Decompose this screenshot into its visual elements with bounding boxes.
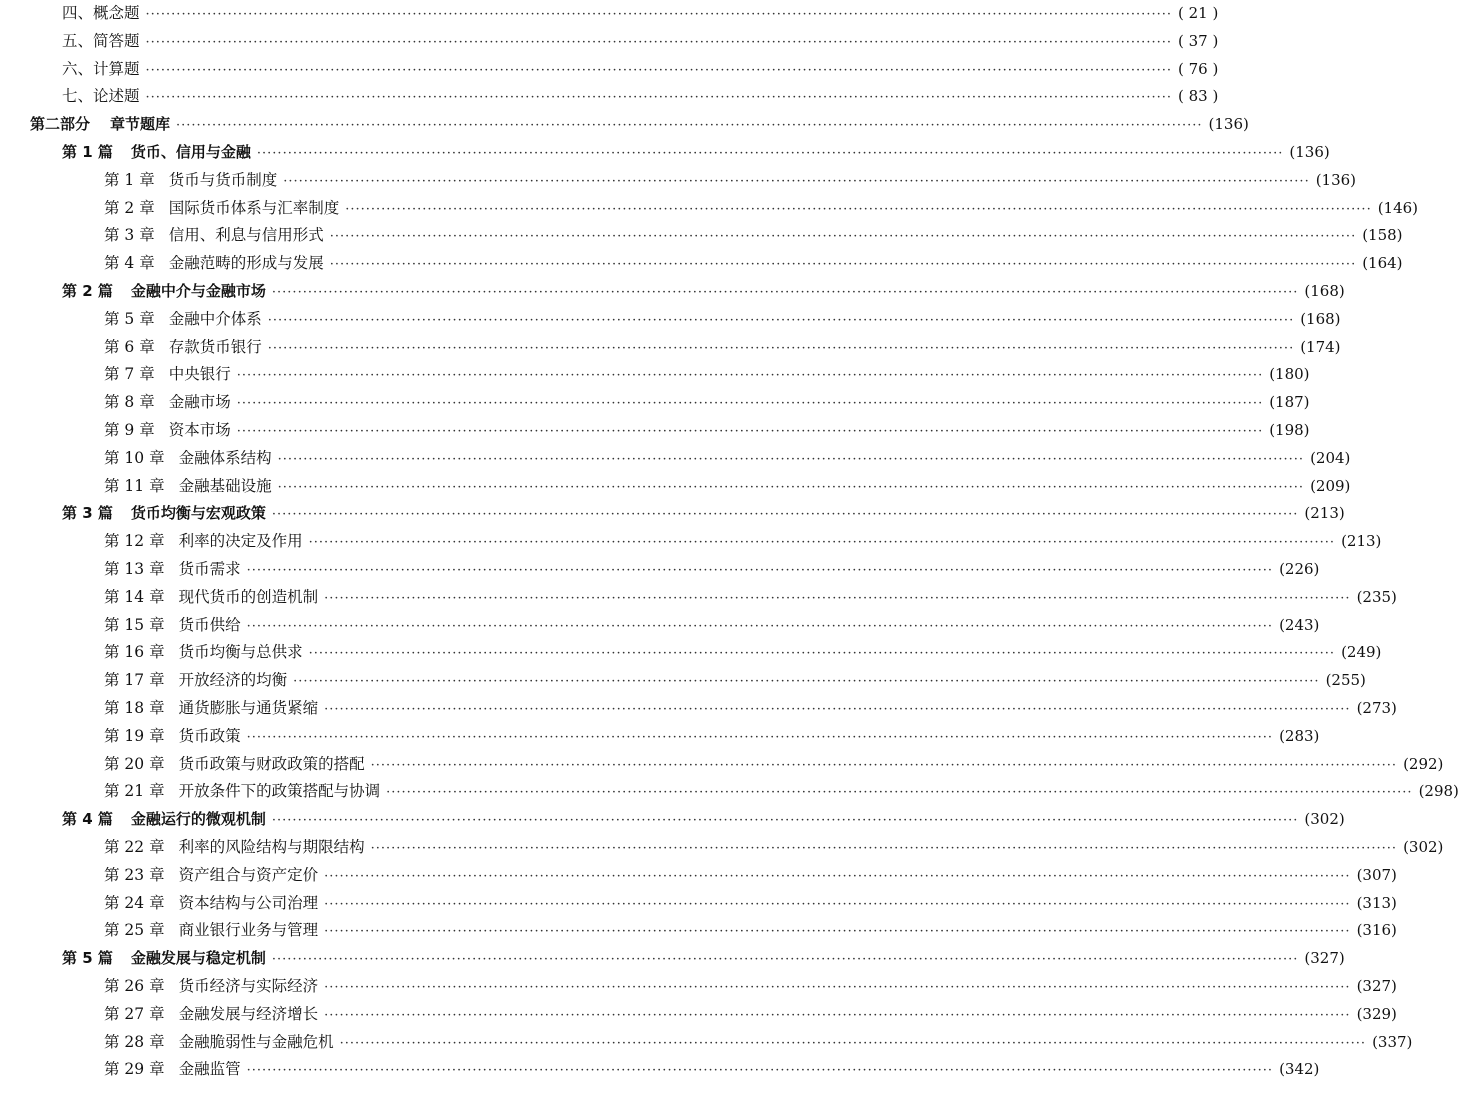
toc-entry-chapter xyxy=(104,917,1397,944)
dot-leader: ········································································································································································································ xyxy=(246,729,1274,745)
toc-entry-label: 第 6 章 xyxy=(104,337,155,356)
dot-leader: ········································································································································································································ xyxy=(236,424,1264,439)
toc-entry-page: (316) xyxy=(1356,921,1397,940)
toc-entry-label: 第 5 章 xyxy=(104,309,155,328)
toc-entry-chapter xyxy=(104,306,1341,333)
dot-leader: ········································································································································································································ xyxy=(324,1007,1351,1023)
toc-entry-label: 第 17 章 xyxy=(104,671,165,690)
dot-leader: ········································································································································································································ xyxy=(283,173,1310,189)
toc-entry-chapter xyxy=(104,723,1320,750)
toc-entry-title: 金融市场 xyxy=(168,393,231,412)
toc-entry-label: 第 1 篇 xyxy=(62,143,113,161)
toc-entry-title: 货币经济与实际经济 xyxy=(178,977,319,995)
toc-entry-chapter xyxy=(104,667,1366,694)
toc-entry-title: 金融范畴的形成与发展 xyxy=(168,254,324,273)
toc-entry-part xyxy=(30,111,1249,138)
toc-entry-page: (313) xyxy=(1356,893,1397,912)
toc-entry-title: 货币政策 xyxy=(178,726,241,745)
dot-leader: ········································································································································································································ xyxy=(236,396,1264,412)
toc-entry-title: 货币政策与财政政策的搭配 xyxy=(178,754,365,773)
toc-entry-chapter xyxy=(104,612,1320,639)
dot-leader: ········································································································································································································ xyxy=(329,229,1357,245)
dot-leader: ········································································································································································································ xyxy=(386,785,1413,801)
dot-leader: ········································································································································································································ xyxy=(277,451,1305,467)
toc-entry-section xyxy=(62,945,1345,972)
dot-leader: ········································································································································································································ xyxy=(329,257,1357,273)
toc-entry-page: ( 37 ) xyxy=(1177,31,1219,50)
toc-entry-label: 第 26 章 xyxy=(104,977,165,995)
toc-entry-title: 金融中介与金融市场 xyxy=(130,282,266,300)
toc-entry-label: 第 8 章 xyxy=(104,393,155,412)
dot-leader: ········································································································································································································ xyxy=(324,868,1351,884)
dot-leader: ········································································································································································································ xyxy=(246,618,1274,634)
toc-entry-page: (174) xyxy=(1300,337,1341,356)
toc-entry-page: (329) xyxy=(1356,1004,1397,1023)
toc-entry-chapter xyxy=(104,556,1320,583)
toc-entry-label: 第 10 章 xyxy=(104,448,165,467)
dot-leader: ········································································································································································································ xyxy=(324,896,1351,912)
toc-entry-title: 货币与货币制度 xyxy=(168,170,278,189)
toc-entry-page: (213) xyxy=(1341,532,1382,551)
dot-leader: ········································································································································································································ xyxy=(271,952,1299,968)
toc-entry-page: (187) xyxy=(1269,393,1310,412)
toc-entry-title: 金融中介体系 xyxy=(168,309,262,328)
toc-entry-page: (204) xyxy=(1310,448,1351,467)
dot-leader: ········································································································································································································ xyxy=(370,757,1398,773)
toc-entry-title: 货币需求 xyxy=(178,560,241,578)
toc-entry-page: (298) xyxy=(1418,782,1459,801)
toc-entry-page: (327) xyxy=(1304,949,1345,968)
toc-entry-section xyxy=(62,139,1330,166)
toc-entry-chapter xyxy=(104,778,1459,805)
dot-leader: ········································································································································································································ xyxy=(271,813,1299,829)
dot-leader: ········································································································································································································ xyxy=(267,312,1295,328)
toc-entry-title: 金融脆弱性与金融危机 xyxy=(178,1032,334,1051)
toc-entry-page: (136) xyxy=(1208,115,1249,134)
toc-entry-label: 第 19 章 xyxy=(104,726,165,745)
toc-entry-title: 金融发展与经济增长 xyxy=(178,1004,319,1023)
toc-entry-page: (337) xyxy=(1372,1032,1413,1051)
toc-entry-page: (342) xyxy=(1279,1060,1320,1079)
toc-entry-chapter xyxy=(104,1001,1397,1028)
toc-entry-page: (243) xyxy=(1279,615,1320,634)
toc-entry-page: (255) xyxy=(1325,671,1366,690)
dot-leader: ········································································································································································································ xyxy=(256,146,1284,161)
toc-entry-title: 商业银行业务与管理 xyxy=(178,921,319,940)
toc-entry-label: 第 28 章 xyxy=(104,1032,165,1051)
toc-entry-label: 第二部分 xyxy=(30,115,91,134)
toc-entry-chapter xyxy=(104,361,1310,388)
dot-leader: ········································································································································································································ xyxy=(345,201,1372,217)
toc-entry-chapter xyxy=(104,1056,1320,1083)
dot-leader: ········································································································································································································ xyxy=(293,674,1320,690)
toc-entry-label: 第 4 章 xyxy=(104,254,155,273)
toc-entry-title: 利率的风险结构与期限结构 xyxy=(178,838,365,856)
toc-entry-title: 通货膨胀与通货紧缩 xyxy=(178,699,319,717)
toc-entry-chapter xyxy=(104,695,1397,722)
toc-entry-title: 资产组合与资产定价 xyxy=(178,865,319,884)
dot-leader: ········································································································································································································ xyxy=(324,924,1351,940)
toc-entry-title: 信用、利息与信用形式 xyxy=(168,226,324,245)
toc-entry-chapter xyxy=(104,834,1444,861)
dot-leader: ········································································································································································································ xyxy=(308,646,1336,662)
toc-entry-chapter xyxy=(104,334,1341,361)
toc-entry-page: (164) xyxy=(1362,254,1403,273)
dot-leader: ········································································································································································································ xyxy=(145,90,1172,106)
toc-entry-page: (302) xyxy=(1304,810,1345,829)
toc-entry-label: 六、计算题 xyxy=(62,59,140,78)
dot-leader: ········································································································································································································ xyxy=(308,535,1336,551)
toc-entry-label: 第 9 章 xyxy=(104,421,155,439)
toc-entry-label: 第 15 章 xyxy=(104,615,165,634)
toc-entry-page: (249) xyxy=(1341,643,1382,662)
toc-entry-title: 金融运行的微观机制 xyxy=(130,810,266,829)
toc-entry-title: 金融发展与稳定机制 xyxy=(130,949,266,968)
toc-entry-page: (136) xyxy=(1289,143,1330,161)
dot-leader: ········································································································································································································ xyxy=(339,1035,1367,1051)
toc-entry-label: 四、概念题 xyxy=(62,4,140,22)
dot-leader: ········································································································································································································ xyxy=(271,507,1299,523)
toc-entry-chapter xyxy=(104,389,1310,416)
toc-entry-title: 开放经济的均衡 xyxy=(178,671,288,690)
toc-entry-page: (180) xyxy=(1269,365,1310,384)
toc-entry-section xyxy=(62,278,1345,305)
toc-entry-chapter xyxy=(104,417,1310,444)
toc-entry-title: 开放条件下的政策搭配与协调 xyxy=(178,782,381,801)
dot-leader: ········································································································································································································ xyxy=(236,368,1264,384)
toc-entry-title: 存款货币银行 xyxy=(168,337,262,356)
toc-entry-page: ( 76 ) xyxy=(1177,59,1219,78)
dot-leader: ········································································································································································································ xyxy=(277,479,1305,495)
toc-entry-label: 第 13 章 xyxy=(104,560,165,578)
toc-entry-item xyxy=(62,28,1219,55)
toc-entry-page: (327) xyxy=(1356,977,1397,995)
toc-entry-chapter xyxy=(104,195,1419,222)
dot-leader: ········································································································································································································ xyxy=(324,590,1351,606)
toc-entry-label: 第 20 章 xyxy=(104,754,165,773)
toc-entry-label: 第 24 章 xyxy=(104,893,165,912)
toc-entry-label: 第 21 章 xyxy=(104,782,165,801)
toc-entry-title: 现代货币的创造机制 xyxy=(178,587,319,606)
toc-entry-page: (226) xyxy=(1279,560,1320,578)
toc-entry-page: (209) xyxy=(1310,476,1351,495)
toc-entry-label: 第 18 章 xyxy=(104,699,165,717)
toc-entry-chapter xyxy=(104,639,1382,666)
dot-leader: ········································································································································································································ xyxy=(145,7,1172,22)
toc-entry-title: 资本结构与公司治理 xyxy=(178,893,319,912)
toc-entry-label: 第 12 章 xyxy=(104,532,165,551)
toc-entry-title: 中央银行 xyxy=(168,365,231,384)
toc-entry-label: 第 29 章 xyxy=(104,1060,165,1079)
toc-entry-page: (198) xyxy=(1269,421,1310,439)
toc-entry-page: (235) xyxy=(1356,587,1397,606)
toc-entry-chapter xyxy=(104,222,1403,249)
toc-entry-page: (302) xyxy=(1403,838,1444,856)
toc-entry-page: ( 21 ) xyxy=(1177,4,1219,22)
dot-leader: ········································································································································································································ xyxy=(145,62,1172,78)
toc-entry-item xyxy=(62,0,1219,27)
toc-entry-page: (158) xyxy=(1362,226,1403,245)
dot-leader: ········································································································································································································ xyxy=(246,563,1274,578)
toc-entry-title: 金融基础设施 xyxy=(178,476,272,495)
toc-entry-chapter xyxy=(104,167,1357,194)
toc-entry-title: 货币、信用与金融 xyxy=(130,143,251,161)
toc-entry-chapter xyxy=(104,1029,1413,1056)
toc-entry-label: 第 3 章 xyxy=(104,226,155,245)
toc-entry-chapter xyxy=(104,473,1351,500)
toc-entry-label: 第 5 篇 xyxy=(62,949,113,968)
toc-entry-title: 货币均衡与总供求 xyxy=(178,643,303,662)
toc-entry-page: (168) xyxy=(1300,309,1341,328)
toc-entry-label: 第 14 章 xyxy=(104,587,165,606)
toc-entry-page: (307) xyxy=(1356,865,1397,884)
toc-entry-title: 货币供给 xyxy=(178,615,241,634)
toc-entry-chapter xyxy=(104,584,1397,611)
toc-entry-label: 第 2 章 xyxy=(104,198,155,217)
toc-entry-chapter xyxy=(104,862,1397,889)
toc-entry-section xyxy=(62,500,1345,527)
toc-entry-label: 第 27 章 xyxy=(104,1004,165,1023)
toc-entry-label: 第 4 篇 xyxy=(62,810,113,829)
toc-entry-label: 第 7 章 xyxy=(104,365,155,384)
toc-entry-title: 资本市场 xyxy=(168,421,231,439)
dot-leader: ········································································································································································································ xyxy=(267,340,1295,356)
toc-entry-label: 第 3 篇 xyxy=(62,504,113,523)
toc-entry-title: 金融体系结构 xyxy=(178,448,272,467)
dot-leader: ········································································································································································································ xyxy=(145,34,1172,50)
toc-entry-page: (146) xyxy=(1377,198,1419,217)
toc-entry-label: 第 2 篇 xyxy=(62,282,113,300)
toc-entry-label: 七、论述题 xyxy=(62,87,140,106)
toc-entry-chapter xyxy=(104,528,1382,555)
toc-entry-section xyxy=(62,806,1345,833)
dot-leader: ········································································································································································································ xyxy=(271,285,1299,300)
toc-entry-chapter xyxy=(104,445,1351,472)
toc-entry-page: (136) xyxy=(1315,170,1357,189)
dot-leader: ········································································································································································································ xyxy=(324,702,1351,717)
toc-entry-page: (168) xyxy=(1304,282,1345,300)
toc-entry-item xyxy=(62,83,1219,110)
toc-entry-page: (292) xyxy=(1403,754,1444,773)
toc-entry-chapter xyxy=(104,890,1397,917)
toc-entry-label: 第 11 章 xyxy=(104,476,165,495)
toc-entry-title: 货币均衡与宏观政策 xyxy=(130,504,266,523)
dot-leader: ········································································································································································································ xyxy=(370,841,1398,856)
toc-entry-label: 第 23 章 xyxy=(104,865,165,884)
toc-entry-title: 金融监管 xyxy=(178,1060,241,1079)
toc-entry-label: 第 22 章 xyxy=(104,838,165,856)
toc-entry-page: (273) xyxy=(1356,699,1397,717)
toc-entry-label: 第 16 章 xyxy=(104,643,165,662)
dot-leader: ········································································································································································································ xyxy=(324,980,1351,995)
dot-leader: ········································································································································································································ xyxy=(246,1063,1274,1079)
toc-entry-label: 第 1 章 xyxy=(104,170,155,189)
toc-entry-page: ( 83 ) xyxy=(1177,87,1219,106)
toc-entry-chapter xyxy=(104,751,1444,778)
toc-entry-chapter xyxy=(104,250,1403,277)
toc-entry-chapter xyxy=(104,973,1397,1000)
toc-entry-label: 第 25 章 xyxy=(104,921,165,940)
toc-entry-item xyxy=(62,56,1219,83)
toc-entry-title: 利率的决定及作用 xyxy=(178,532,303,551)
dot-leader: ········································································································································································································ xyxy=(176,118,1203,134)
toc-entry-title: 章节题库 xyxy=(110,115,171,134)
toc-entry-label: 五、简答题 xyxy=(62,31,140,50)
toc-entry-page: (283) xyxy=(1279,726,1320,745)
toc-entry-title: 国际货币体系与汇率制度 xyxy=(168,198,340,217)
toc-entry-page: (213) xyxy=(1304,504,1345,523)
